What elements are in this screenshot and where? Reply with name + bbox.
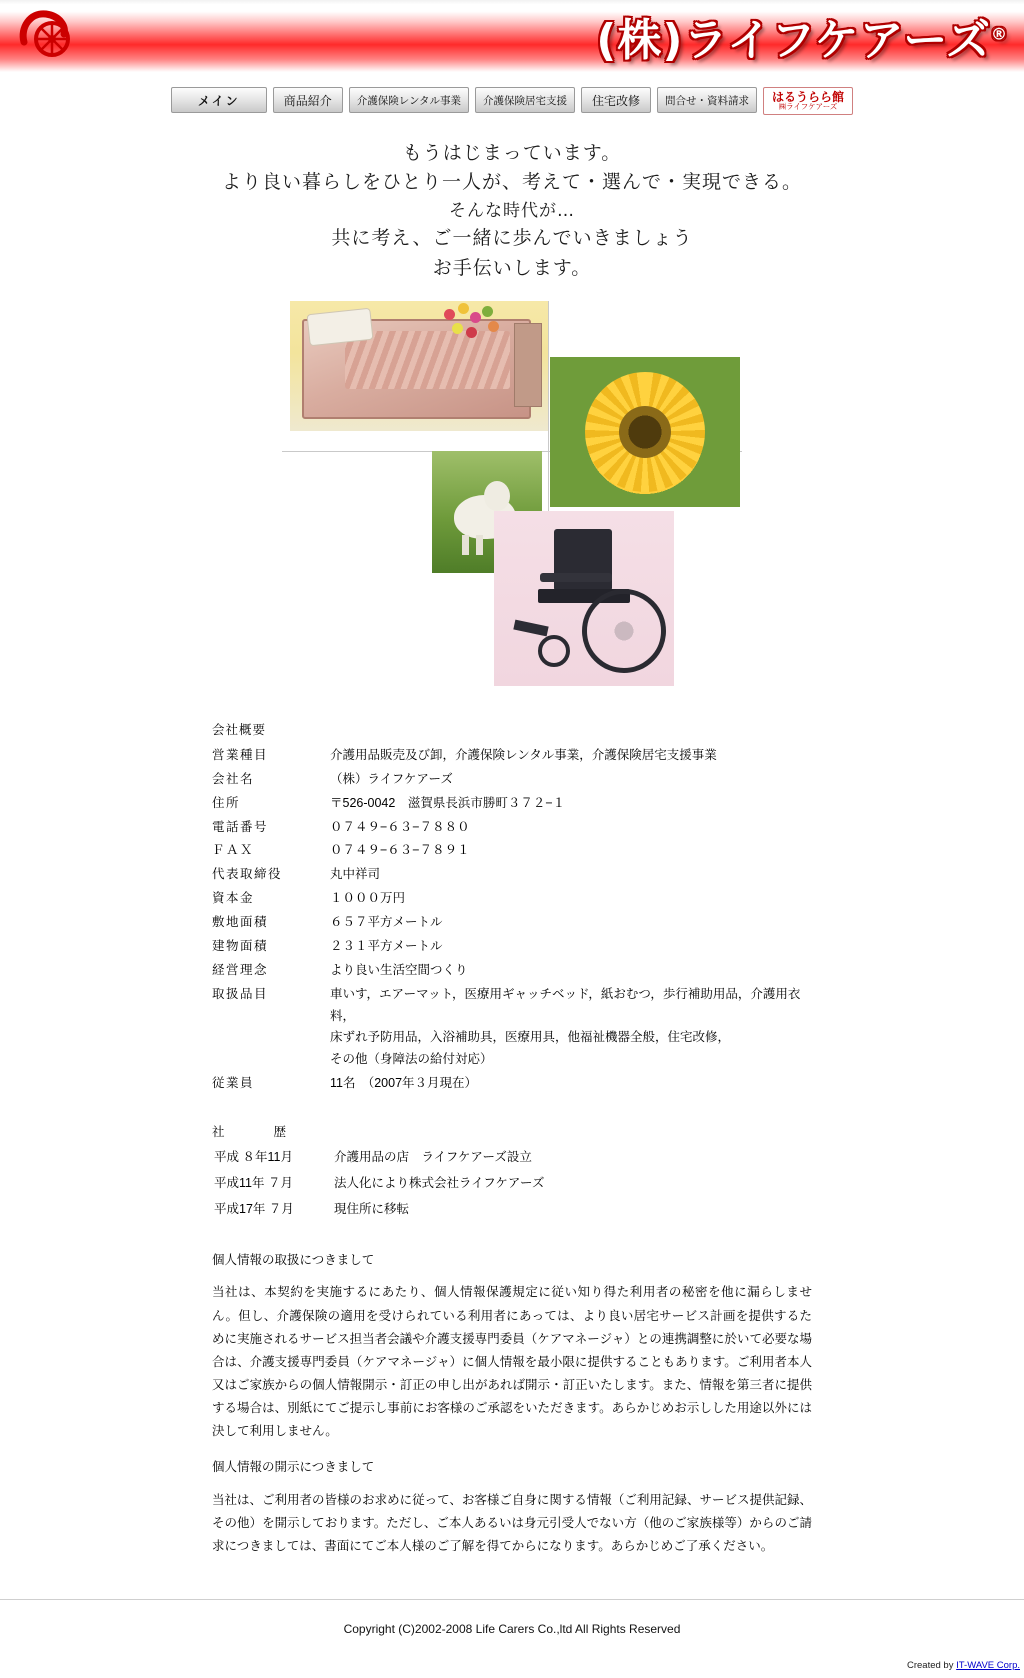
- created-by: [0, 1642, 1024, 1677]
- row-value: （株）ライフケアーズ: [330, 771, 453, 786]
- privacy-handling-title: 個人情報の取扱につきまして: [212, 1252, 375, 1267]
- it-wave-link[interactable]: IT-WAVE Corp.: [956, 1659, 1020, 1671]
- sunflower-photo: [550, 357, 740, 507]
- haruurarakan-label: はるうらら館: [772, 89, 845, 104]
- catch-copy: [0, 139, 1024, 283]
- site-header: [0, 0, 1024, 73]
- row-value: 介護用品販売及び卸，介護保険レンタル事業，介護保険居宅支援事業: [330, 747, 717, 762]
- catch-line-3: そんな時代が…: [449, 200, 575, 221]
- table-row: [212, 959, 812, 983]
- company-content: [212, 720, 812, 1559]
- row-value: 11名 （2007年３月現在）: [330, 1076, 478, 1091]
- history-text: 介護用品の店 ライフケアーズ設立: [334, 1149, 532, 1164]
- table-row: [212, 792, 812, 816]
- row-value: ２３１平方メートル: [330, 938, 443, 953]
- wheel-logo-icon: [18, 8, 78, 60]
- nav-item-contact[interactable]: 問合せ・資料請求: [657, 87, 757, 113]
- row-value: より良い生活空間つくり: [330, 962, 468, 977]
- row-key: ＦＡＸ: [212, 843, 255, 858]
- catch-line-4: 共に考え、ご一緒に歩んでいきましょう: [331, 227, 693, 250]
- row-key: 住所: [212, 795, 241, 810]
- privacy-handling-body: 当社は、本契約を実施するにあたり、個人情報保護規定に従い知り得た利用者の秘密を他に漏らしません。但し、介護保険の適用を受けられている利用者にあっては、より良い居宅サービス計画を提供するために実施されるサービス担当者会議や介護支援専門委員（ケアマネージャ）との連携調整に於いて必要な場合は、介護支援専門委員（ケアマネージャ）に個人情報を最小限に提供することもあります。ご利用者本人又はご家族からの個人情報開示・訂正の申し出があれば開示・訂正いたします。また、情報を第三者に提供する場合は、別紙にてご提示し事前にお客様のご承認をいただきます。あらかじめお示しした用途以外には決して利用しません。: [212, 1285, 812, 1439]
- table-row: [214, 1172, 544, 1196]
- flower-bouquet-icon: [440, 303, 512, 351]
- table-row: [212, 983, 812, 1073]
- nav-item-main[interactable]: メイン: [171, 87, 267, 113]
- row-value: ０７４９−６３−７８８０: [330, 819, 470, 834]
- table-row: [212, 839, 812, 863]
- history-title: 社 歴: [212, 1125, 295, 1140]
- nav-item-haruurarakan[interactable]: [763, 87, 853, 115]
- nav-item-home-support[interactable]: 介護保険居宅支援: [475, 87, 575, 113]
- history-date: 平成 ８年11月: [214, 1149, 293, 1164]
- row-value: 車いす，エアーマット，医療用ギャッチベッド，紙おむつ，歩行補助用品，介護用衣料， 床ずれ予防用品，入浴補助具，医療用具，他福祉機器全般，住宅改修， その他（身障法の給付対応）: [330, 986, 801, 1067]
- nav-item-products[interactable]: 商品紹介: [273, 87, 343, 113]
- nav-item-rental[interactable]: 介護保険レンタル事業: [349, 87, 469, 113]
- row-key: 敷地面積: [212, 915, 269, 930]
- collage-divider-vertical: [548, 301, 549, 541]
- table-row: [214, 1146, 544, 1170]
- catch-line-5: お手伝いします。: [432, 256, 592, 279]
- company-overview-table: [212, 744, 812, 1096]
- table-row: [214, 1198, 544, 1222]
- row-value: 丸中祥司: [330, 867, 381, 882]
- row-key: 会社名: [212, 771, 255, 786]
- row-value: １０００万円: [330, 891, 406, 906]
- history-table: [212, 1144, 546, 1224]
- created-by-prefix: Created by: [907, 1659, 957, 1671]
- wheelchair-photo: [494, 511, 674, 686]
- row-value: 〒526-0042 滋賀県長浜市勝町３７２−１: [330, 795, 566, 810]
- company-overview-title: 会社概要: [212, 723, 267, 738]
- row-key: 電話番号: [212, 819, 269, 834]
- nav-item-home-renovation[interactable]: 住宅改修: [581, 87, 651, 113]
- table-row: [212, 1072, 812, 1096]
- brand-text: (株)ライフケアーズ: [596, 15, 991, 66]
- table-row: [212, 768, 812, 792]
- table-row: [212, 744, 812, 768]
- table-row: [212, 863, 812, 887]
- row-key: 従業員: [212, 1076, 255, 1091]
- brand-title: [596, 4, 1008, 68]
- row-key: 建物面積: [212, 938, 269, 953]
- history-text: 法人化により株式会社ライフケアーズ: [334, 1175, 545, 1190]
- privacy-disclosure-body: 当社は、ご利用者の皆様のお求めに従って、お客様ご自身に関する情報（ご利用記録、サービス提供記録、その他）を開示しております。ただし、ご本人あるいは身元引受人でない方（他のご家族様等）からのご請求につきましては、書面にてご本人様のご了解を得てからになります。あらかじめご了承ください。: [212, 1493, 812, 1554]
- privacy-disclosure-title: 個人情報の開示につきまして: [212, 1460, 375, 1475]
- main-navigation[interactable]: [0, 73, 1024, 121]
- row-value: ０７４９−６３−７８９１: [330, 843, 470, 858]
- history-date: 平成17年 ７月: [214, 1201, 294, 1216]
- photo-collage: [282, 301, 742, 686]
- catch-line-2: より良い暮らしをひとり一人が、考えて・選んで・実現できる。: [221, 171, 802, 194]
- row-key: 資本金: [212, 891, 255, 906]
- catch-line-1: もうはじまっています。: [402, 142, 622, 164]
- row-value: ６５７平方メートル: [330, 915, 443, 930]
- history-date: 平成11年 ７月: [214, 1175, 293, 1190]
- haruurarakan-sublabel: ㈱ライフケアーズ: [778, 102, 838, 112]
- row-key: 経営理念: [212, 962, 269, 977]
- history-text: 現住所に移転: [334, 1201, 410, 1216]
- table-row: [212, 911, 812, 935]
- table-row: [212, 935, 812, 959]
- row-key: 営業種目: [212, 747, 269, 762]
- table-row: [212, 816, 812, 840]
- care-bed-photo: [290, 301, 548, 431]
- row-key: 代表取締役: [212, 867, 283, 882]
- row-key: 取扱品目: [212, 986, 269, 1001]
- table-row: [212, 887, 812, 911]
- registered-mark-icon: ®: [991, 24, 1008, 44]
- copyright-text: Copyright (C)2002-2008 Life Carers Co.,ltd All Rights Reserved: [343, 1621, 681, 1636]
